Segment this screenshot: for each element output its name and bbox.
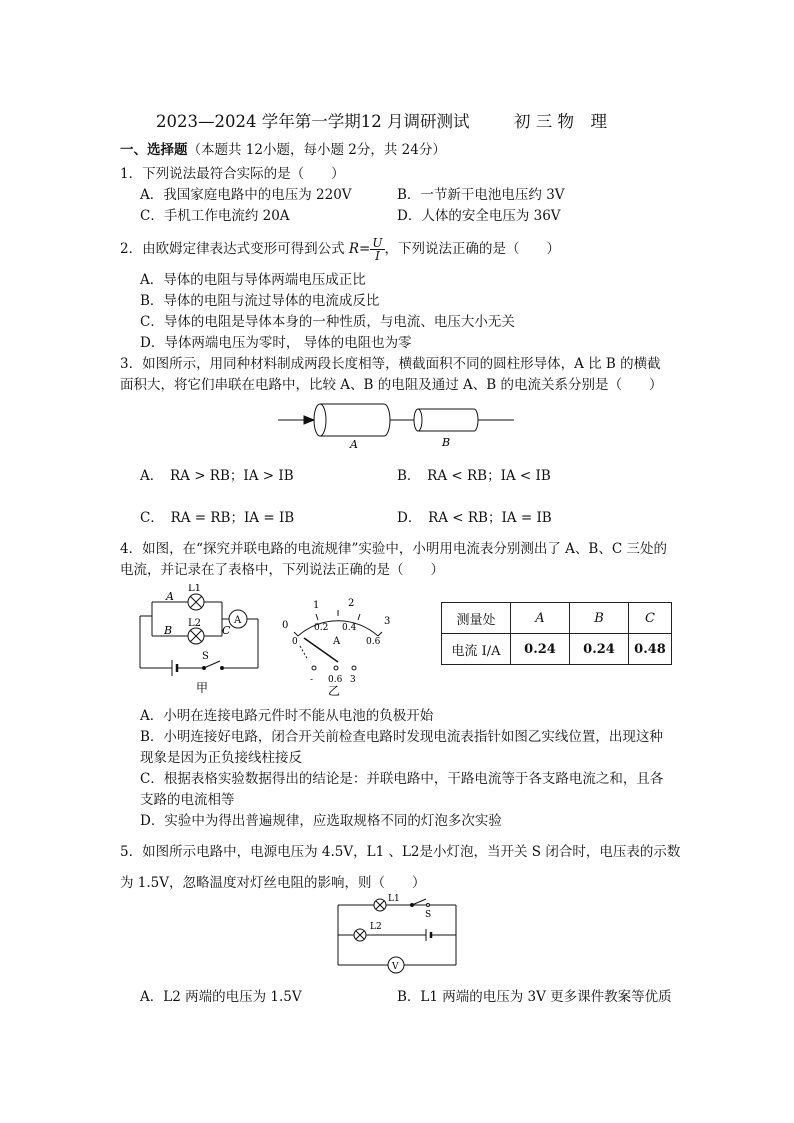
q4-stem-line2: 电流，并记录在了表格中，下列说法正确的是（ ） <box>120 562 444 578</box>
q4-ammeter-lower-tick-2: 0.4 <box>342 623 357 633</box>
q4-option-b-line1: B．小明连接好电路，闭合开关前检查电路时发现电流表指针如图乙实线位置，出现这种 <box>140 729 663 745</box>
q3-conductor-b-left-face <box>414 409 422 431</box>
table-header-cell: B <box>570 603 629 634</box>
q4-ammeter-terminal-neg: - <box>310 675 314 685</box>
q3-option-c: C． RA = RB；IA = IB <box>140 510 295 526</box>
q4-stem-line1: 4．如图，在“探究并联电路的电流规律”实验中，小明用电流表分别测出了 A、B、C 三处的 <box>120 541 667 557</box>
table-cell: 0.24 <box>511 634 570 665</box>
q4-label-b: B <box>164 624 173 637</box>
q4-ammeter-terminal-06: 0.6 <box>328 675 343 685</box>
q4-measurement-table <box>441 602 672 665</box>
table-header-cell: A <box>511 603 570 634</box>
table-cell: 0.48 <box>629 634 672 665</box>
q4-ammeter-terminal-3: 3 <box>350 675 356 685</box>
q2-formula-fraction <box>370 237 384 262</box>
q3-option-b: B． RA < RB；IA < IB <box>397 468 551 484</box>
q5-label-s: S <box>425 910 432 920</box>
q5-option-b: B．L1 两端的电压为 3V 更多课件教案等优质 <box>397 989 672 1005</box>
q5-stem-line1: 5．如图所示电路中，电源电压为 4.5V，L1 、L2是小灯泡，当开关 S 闭合时，电压表的示数 <box>120 844 681 860</box>
q4-ammeter-needle-dashed <box>300 646 308 660</box>
table-cell: 电流 I/A <box>442 634 511 665</box>
q5-switch <box>412 899 426 905</box>
q3-option-d: D． RA < RB；IA = IB <box>397 510 552 526</box>
q4-label-l1: L1 <box>188 584 202 594</box>
table-cell: 0.24 <box>570 634 629 665</box>
q2-option-d: D．导体两端电压为零时， 导体的电阻也为零 <box>140 335 412 351</box>
q1-option-c: C．手机工作电流约 20A <box>140 208 290 224</box>
q4-ammeter-figure <box>278 594 398 698</box>
table-header-cell: 测量处 <box>442 603 511 634</box>
q4-label-c: C <box>222 624 231 637</box>
title-main: 2023—2024 学年第一学期12 月调研测试 <box>156 112 470 131</box>
q3-conductor-b-right-face <box>474 409 478 431</box>
q4-option-b-line2: 现象是因为正负接线柱接反 <box>140 750 302 766</box>
q4-ammeter-lower-tick-0: 0 <box>292 637 298 647</box>
q4-circuit-jia <box>134 584 264 696</box>
q5-label-meter: V <box>392 962 399 972</box>
q3-label-a: A <box>350 438 358 450</box>
q4-label-l2: L2 <box>188 618 202 629</box>
q2-option-c: C．导体的电阻是导体本身的一种性质，与电流、电压大小无关 <box>140 314 515 330</box>
q4-label-s: S <box>202 651 209 662</box>
q2-option-b: B．导体的电阻与流过导体的电流成反比 <box>140 293 380 309</box>
page-title <box>156 108 607 132</box>
q5-circuit-figure <box>332 891 462 977</box>
q1-stem: 1．下列说法最符合实际的是（ ） <box>120 166 345 182</box>
section-heading <box>120 140 446 160</box>
q2-stem-post: ，下列说法正确的是（ ） <box>384 241 560 257</box>
q4-label-meter: A <box>234 615 242 626</box>
q1-option-d: D．人体的安全电压为 36V <box>397 208 561 224</box>
q4-ammeter-lower-tick-1: 0.2 <box>314 623 329 633</box>
q2-stem-pre: 2．由欧姆定律表达式变形可得到公式 <box>120 241 345 257</box>
q4-ammeter-upper-tick-2: 2 <box>348 598 355 609</box>
arrow-right-icon <box>304 416 314 424</box>
q3-label-b: B <box>442 436 451 449</box>
q3-stem-line1: 3．如图所示，用同种材料制成两段长度相等，横截面积不同的圆柱形导体，A 比 B 的横截 <box>120 356 661 372</box>
title-subject: 初 三 物 理 <box>513 112 607 131</box>
section-heading-label: 一、选择题 <box>120 142 188 158</box>
q4-option-d: D．实验中为得出普遍规律，应选取规格不同的灯泡多次实验 <box>140 813 502 829</box>
q2-formula-numerator: U <box>372 236 383 250</box>
q3-conductor-a-right-face <box>384 404 390 436</box>
q2-option-a: A．导体的电阻与导体两端电压成正比 <box>140 272 366 288</box>
q3-conductor-a-left-face <box>314 404 326 436</box>
q4-label-a: A <box>166 590 174 603</box>
q2-stem <box>120 232 560 266</box>
q4-ammeter-upper-tick-3: 3 <box>384 616 391 627</box>
q4-option-a: A．小明在连接电路元件时不能从电池的负极开始 <box>140 708 434 724</box>
q5-label-l2: L2 <box>370 922 382 932</box>
q3-conductors-figure <box>276 398 522 450</box>
q5-option-a: A．L2 两端的电压为 1.5V <box>140 989 302 1005</box>
q3-option-a: A． RA > RB；IA > IB <box>140 468 294 484</box>
q3-stem-line2: 面积大，将它们串联在电路中，比较 A、B 的电阻及通过 A、B 的电流关系分别是（ ） <box>120 377 663 393</box>
q5-stem-line2: 为 1.5V，忽略温度对灯丝电阻的影响，则（ ） <box>120 875 426 891</box>
section-heading-note: （本题共 12小题，每小题 2分，共 24分） <box>187 142 446 158</box>
q4-ammeter-unit: A <box>333 636 341 647</box>
q4-ammeter-upper-tick-1: 1 <box>313 600 320 611</box>
q4-option-c-line2: 支路的电流相等 <box>140 792 235 808</box>
table-row <box>442 603 672 634</box>
q4-figure-jia-label: 甲 <box>196 681 209 695</box>
table-header-cell: C <box>629 603 672 634</box>
q4-ammeter-scale-arc <box>298 621 378 636</box>
q4-figure-yi-label: 乙 <box>328 684 341 698</box>
q5-label-l1: L1 <box>388 894 400 904</box>
q2-formula-lhs: R= <box>348 241 371 257</box>
q4-ammeter-upper-tick-0: 0 <box>282 620 289 631</box>
q4-switch <box>204 661 220 668</box>
q4-option-c-line1: C．根据表格实验数据得出的结论是：并联电路中，干路电流等于各支路电流之和，且各 <box>140 771 664 787</box>
q4-ammeter-lower-tick-3: 0.6 <box>366 637 381 647</box>
table-row <box>442 634 672 665</box>
q2-formula-denominator: I <box>375 249 380 263</box>
q1-option-a: A．我国家庭电路中的电压为 220V <box>140 187 352 203</box>
q1-option-b: B．一节新干电池电压约 3V <box>397 187 565 203</box>
